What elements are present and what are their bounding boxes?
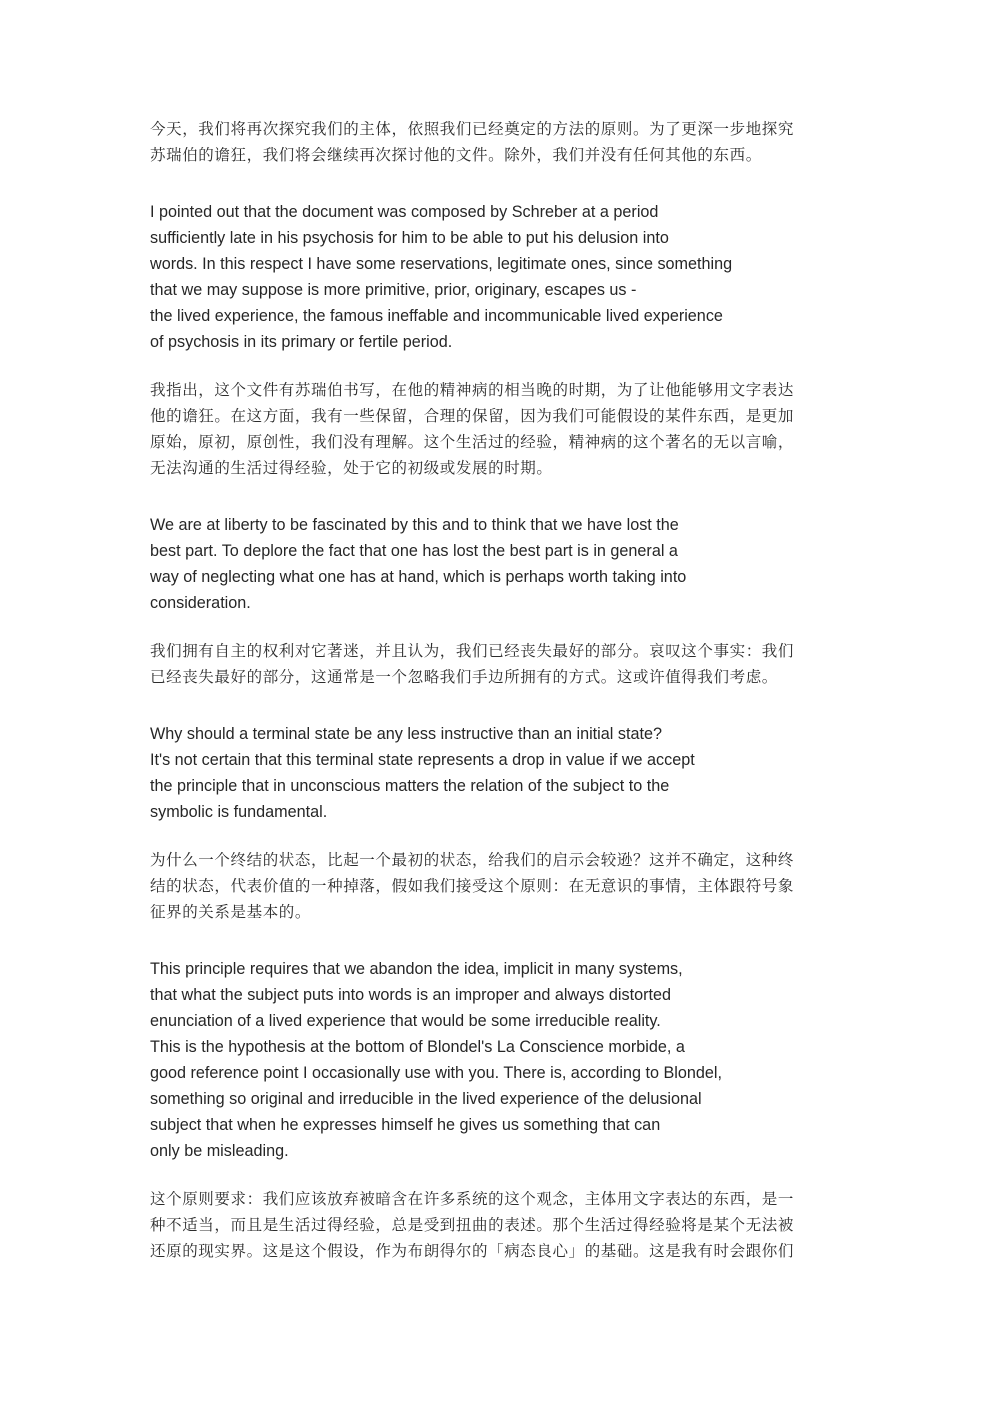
- text-line: 苏瑞伯的谵狂，我们将会继续再次探讨他的文件。除外，我们并没有任何其他的东西。: [150, 146, 762, 164]
- text-line: the principle that in unconscious matters the relation of the subject to the: [150, 777, 670, 795]
- text-line: 还原的现实界。这是这个假设，作为布朗得尔的「病态良心」的基础。这是我有时会跟你们: [150, 1242, 795, 1260]
- paragraph-en-2: [150, 512, 850, 616]
- text-line: 为什么一个终结的状态，比起一个最初的状态，给我们的启示会较逊？这并不确定，这种终: [150, 851, 795, 869]
- text-line: 他的谵狂。在这方面，我有一些保留，合理的保留，因为我们可能假设的某件东西，是更加: [150, 407, 795, 425]
- document-body: [150, 116, 850, 1264]
- text-line: I pointed out that the document was composed by Schreber at a period: [150, 203, 659, 221]
- text-line: 我们拥有自主的权利对它著迷，并且认为，我们已经丧失最好的部分。哀叹这个事实：我们: [150, 642, 795, 660]
- paragraph-en-3: [150, 721, 850, 825]
- text-line: 我指出，这个文件有苏瑞伯书写，在他的精神病的相当晚的时期，为了让他能够用文字表达: [150, 381, 795, 399]
- text-line: 这个原则要求：我们应该放弃被暗含在许多系统的这个观念，主体用文字表达的东西，是一: [150, 1190, 795, 1208]
- text-line: of psychosis in its primary or fertile period.: [150, 333, 453, 351]
- text-line: This is the hypothesis at the bottom of Blondel's La Conscience morbide, a: [150, 1038, 685, 1056]
- text-line: 种不适当，而且是生活过得经验，总是受到扭曲的表述。那个生活过得经验将是某个无法被: [150, 1216, 795, 1234]
- text-line: This principle requires that we abandon the idea, implicit in many systems,: [150, 960, 683, 978]
- text-line: 无法沟通的生活过得经验，处于它的初级或发展的时期。: [150, 459, 553, 477]
- text-line: sufficiently late in his psychosis for him to be able to put his delusion into: [150, 229, 669, 247]
- text-line: best part. To deplore the fact that one has lost the best part is in general a: [150, 542, 678, 560]
- text-line: enunciation of a lived experience that would be some irreducible reality.: [150, 1012, 661, 1030]
- text-line: 征界的关系是基本的。: [150, 903, 312, 921]
- text-line: subject that when he expresses himself he gives us something that can: [150, 1116, 661, 1134]
- text-line: symbolic is fundamental.: [150, 803, 328, 821]
- paragraph-zh-4: [150, 847, 850, 925]
- paragraph-en-4: [150, 956, 850, 1164]
- text-line: 已经丧失最好的部分，这通常是一个忽略我们手边所拥有的方式。这或许值得我们考虑。: [150, 668, 778, 686]
- text-line: words. In this respect I have some reservations, legitimate ones, since something: [150, 255, 733, 273]
- text-line: It's not certain that this terminal state represents a drop in value if we accept: [150, 751, 695, 769]
- text-line: good reference point I occasionally use with you. There is, according to Blondel,: [150, 1064, 722, 1082]
- text-line: 原始，原初，原创性，我们没有理解。这个生活过的经验，精神病的这个著名的无以言喻，: [150, 433, 795, 451]
- paragraph-en-1: [150, 199, 850, 355]
- text-line: consideration.: [150, 594, 251, 612]
- paragraph-zh-3: [150, 638, 850, 690]
- text-line: We are at liberty to be fascinated by this and to think that we have lost the: [150, 516, 679, 534]
- paragraph-zh-5: [150, 1186, 850, 1264]
- text-line: that we may suppose is more primitive, prior, originary, escapes us -: [150, 281, 637, 299]
- text-line: the lived experience, the famous ineffable and incommunicable lived experience: [150, 307, 723, 325]
- text-line: Why should a terminal state be any less instructive than an initial state?: [150, 725, 662, 743]
- text-line: that what the subject puts into words is an improper and always distorted: [150, 986, 671, 1004]
- text-line: only be misleading.: [150, 1142, 289, 1160]
- text-line: 今天，我们将再次探究我们的主体，依照我们已经奠定的方法的原则。为了更深一步地探究: [150, 120, 795, 138]
- paragraph-zh-1: [150, 116, 850, 168]
- text-line: something so original and irreducible in the lived experience of the delusional: [150, 1090, 702, 1108]
- text-line: 结的状态，代表价值的一种掉落，假如我们接受这个原则：在无意识的事情，主体跟符号象: [150, 877, 795, 895]
- text-line: way of neglecting what one has at hand, which is perhaps worth taking into: [150, 568, 687, 586]
- paragraph-zh-2: [150, 377, 850, 481]
